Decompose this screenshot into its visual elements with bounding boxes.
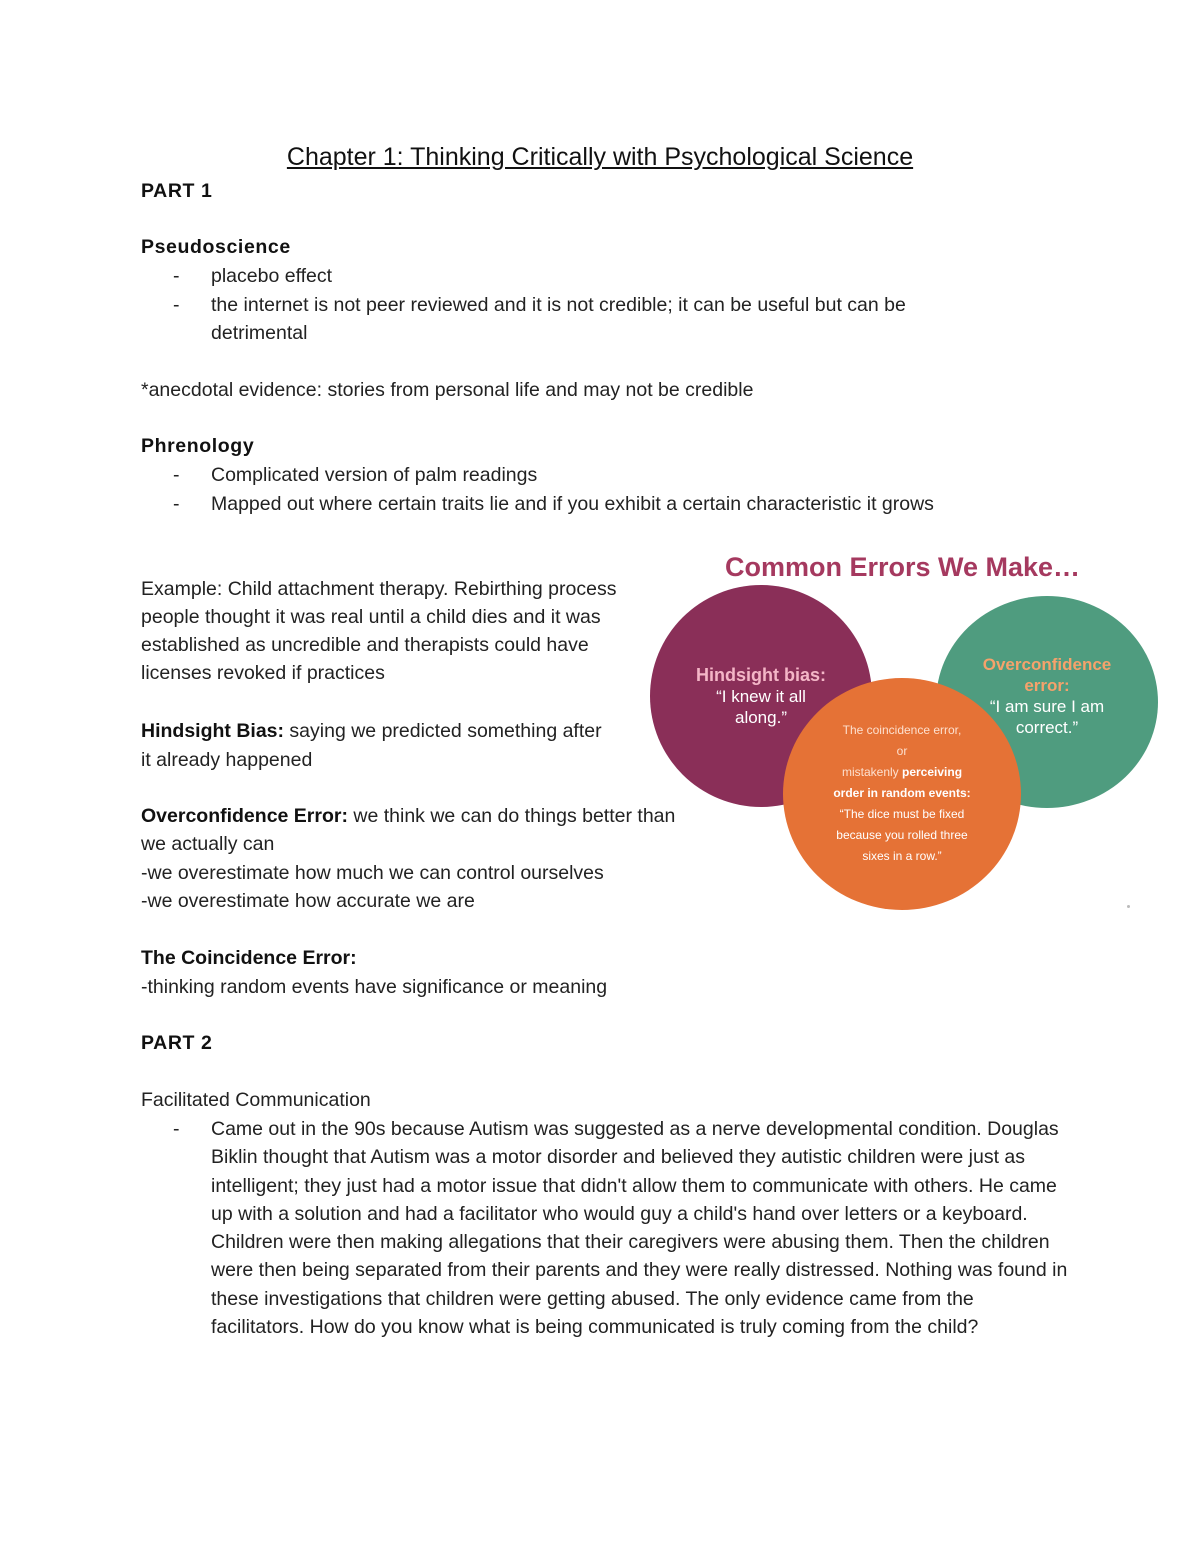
coincidence-circle-line-6: because you rolled three — [836, 828, 968, 842]
hindsight-circle-quote-1: “I knew it all — [716, 687, 806, 706]
coincidence-circle-line-3a: mistakenly — [841, 765, 902, 779]
figure-title: Common Errors We Make… — [724, 552, 1081, 582]
facilitated-heading: Facilitated Communication — [141, 1089, 371, 1111]
hindsight-term: Hindsight Bias: — [141, 720, 285, 742]
coincidence-term: The Coincidence Error: — [141, 947, 357, 969]
pseudoscience-bullet-2-cont: detrimental — [211, 322, 308, 344]
hindsight-def-cont: it already happened — [141, 749, 313, 771]
bullet-dash: - — [173, 294, 180, 316]
example-line-2: people thought it was real until a child dies and it was — [141, 606, 601, 628]
coincidence-circle-line-3 — [803, 762, 1001, 783]
bullet-dash: - — [173, 464, 180, 486]
hindsight-def: saying we predicted something after — [284, 720, 602, 742]
facilitated-paragraph: Came out in the 90s because Autism was suggested as a nerve developmental condition. Douglas Biklin thought that Autism was a motor disorder and believed they autistic children were just as intelligent; they just had a motor issue that didn't allow them to communicate with others. He came up with a solution and had a facilitator who would guy a child's hand over letters or a keyboard. Children were then making allegations that their caregivers were abusing them. Then the children were then being separated from their parents and they were really distressed. Nothing was found in these investigations that children were getting abused. The only evidence came from the facilitators. How do you know what is being communicated is truly coming from the child? — [211, 1118, 1068, 1339]
coincidence-circle-line-1: The coincidence error, — [842, 723, 962, 737]
coincidence-circle-line-7: sixes in a row.” — [862, 849, 942, 863]
coincidence-line: -thinking random events have significance or meaning — [141, 976, 608, 998]
coincidence-circle-line-4: order in random events: — [833, 786, 971, 800]
coincidence-circle-line-5: “The dice must be fixed — [839, 807, 965, 821]
pseudoscience-heading: Pseudoscience — [141, 236, 291, 258]
example-line-3: established as uncredible and therapists could have — [141, 634, 589, 656]
bullet-dash: - — [173, 493, 180, 515]
phrenology-heading: Phrenology — [141, 435, 255, 457]
overconfidence-line-4: -we overestimate how accurate we are — [141, 890, 475, 912]
hindsight-circle-quote-2: along.” — [735, 708, 787, 727]
hindsight-definition — [141, 717, 602, 745]
phrenology-bullet-2: Mapped out where certain traits lie and if you exhibit a certain characteristic it grows — [211, 493, 934, 515]
anecdotal-note: *anecdotal evidence: stories from personal life and may not be credible — [141, 379, 754, 401]
phrenology-bullet-1: Complicated version of palm readings — [211, 464, 538, 486]
example-line-4: licenses revoked if practices — [141, 662, 385, 684]
part2-heading: PART 2 — [141, 1032, 213, 1054]
overconfidence-def: we think we can do things better than — [347, 805, 676, 827]
overconfidence-definition — [141, 802, 675, 830]
example-line-1: Example: Child attachment therapy. Rebirthing process — [141, 578, 617, 600]
page-title: Chapter 1: Thinking Critically with Psychological Science — [286, 143, 914, 171]
overconfidence-term: Overconfidence Error: — [141, 805, 348, 827]
overconfidence-circle-label-1: Overconfidence — [982, 655, 1112, 674]
overconfidence-circle-quote-2: correct.” — [1015, 718, 1079, 737]
hindsight-circle-label: Hindsight bias: — [696, 665, 826, 685]
overconfidence-line-3: -we overestimate how much we can control ourselves — [141, 862, 604, 884]
coincidence-circle-line-2: or — [896, 744, 908, 758]
bullet-dash: - — [173, 1118, 180, 1140]
overconfidence-circle-label-2: error: — [1024, 676, 1070, 695]
part1-heading: PART 1 — [141, 180, 213, 202]
common-errors-figure — [645, 540, 1160, 920]
overconfidence-def-cont: we actually can — [141, 833, 275, 855]
coincidence-error-circle — [783, 678, 1021, 910]
coincidence-circle-line-3b: perceiving — [902, 765, 963, 779]
pseudoscience-bullet-2: the internet is not peer reviewed and it is not credible; it can be useful but can be — [211, 294, 906, 316]
bullet-dash: - — [173, 265, 180, 287]
overconfidence-circle-quote-1: “I am sure I am — [989, 697, 1105, 716]
figure-mark — [1127, 905, 1130, 908]
pseudoscience-bullet-1: placebo effect — [211, 265, 333, 287]
